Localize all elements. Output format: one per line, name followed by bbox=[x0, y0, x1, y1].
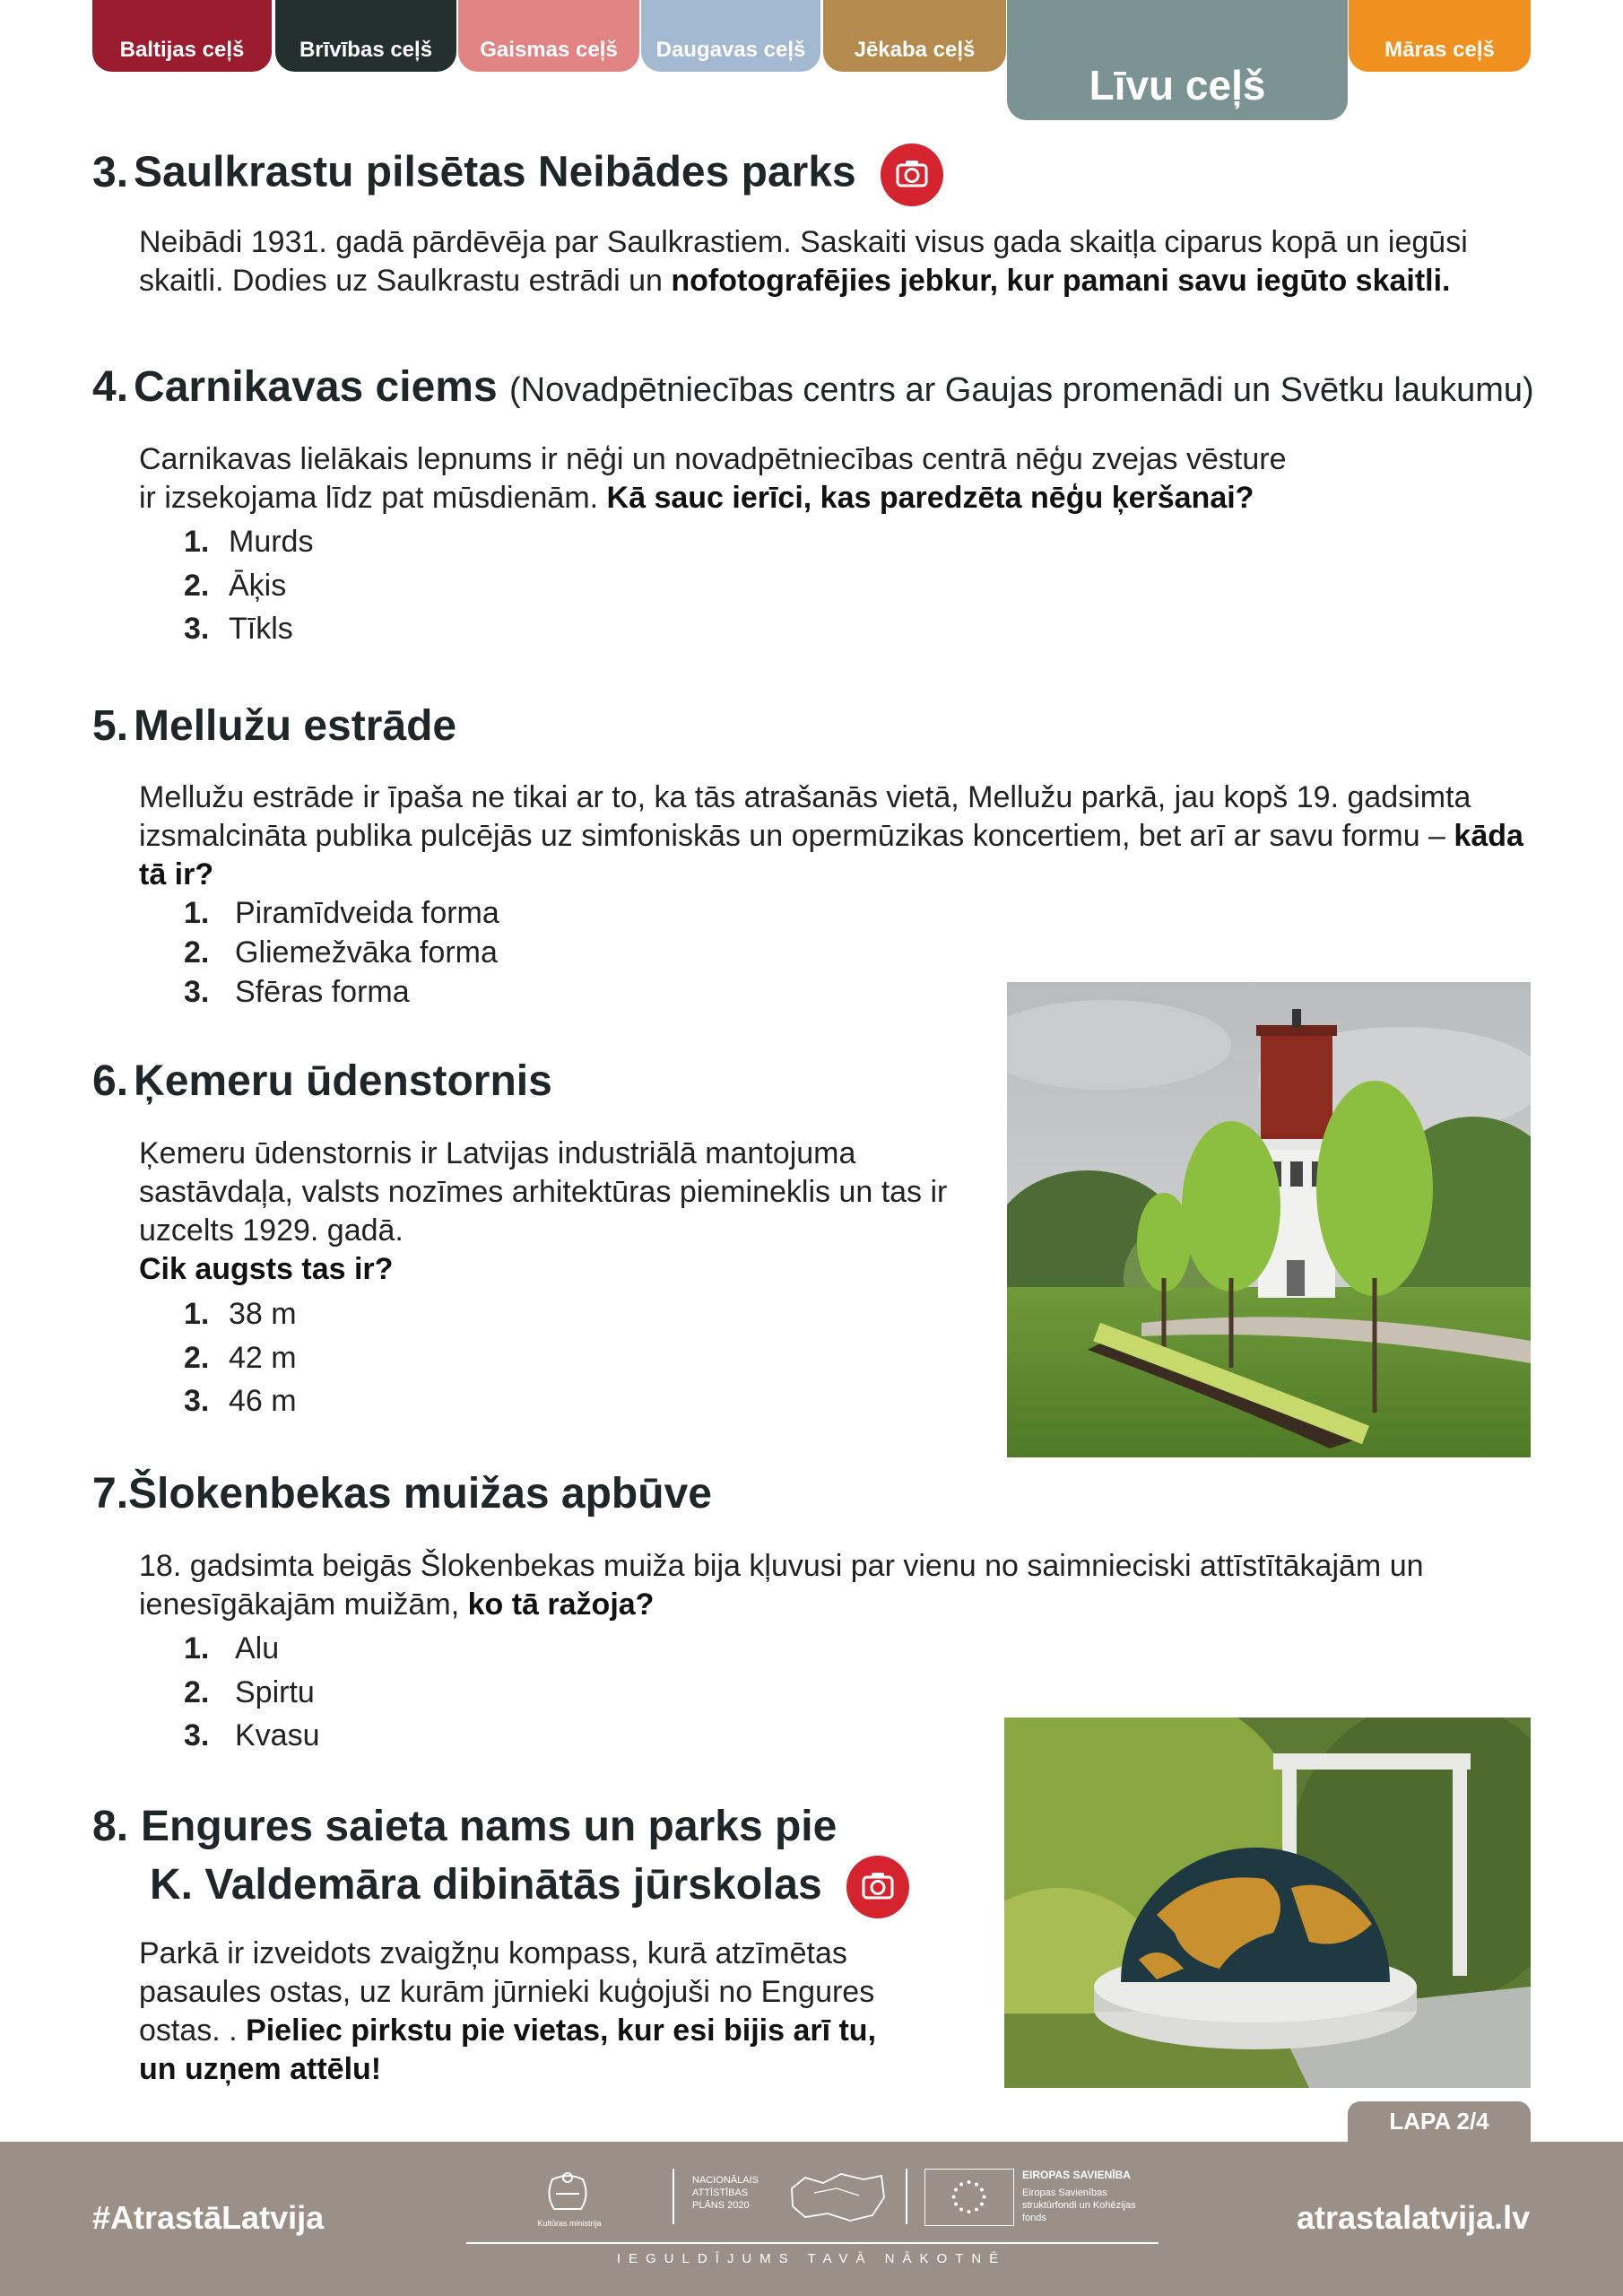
section-number: 7. bbox=[92, 1470, 129, 1518]
section-6-title bbox=[92, 1056, 552, 1108]
option-label: Alu bbox=[235, 1631, 280, 1665]
footer-slogan: IEGULDĪJUMS TAVĀ NĀKOTNĒ bbox=[616, 2251, 1007, 2266]
tab-jekaba-cels[interactable] bbox=[823, 0, 1006, 72]
tab-label: Līvu ceļš bbox=[1089, 62, 1266, 109]
option-number: 2. bbox=[184, 1340, 210, 1375]
option-label: Kvasu bbox=[235, 1718, 320, 1752]
option-item[interactable] bbox=[184, 1379, 297, 1423]
tab-gaismas-cels[interactable] bbox=[458, 0, 639, 72]
option-number: 1. bbox=[184, 1297, 210, 1331]
option-item[interactable] bbox=[184, 1292, 297, 1336]
section-title-text: Ķemeru ūdenstornis bbox=[134, 1057, 552, 1105]
footer-website-link[interactable]: atrastalatvija.lv bbox=[1297, 2199, 1531, 2236]
section-text-line2: ir izsekojama līdz pat mūsdienām. bbox=[139, 481, 607, 515]
option-item[interactable] bbox=[184, 607, 313, 651]
option-number: 3. bbox=[184, 612, 210, 646]
footer-hashtag[interactable]: #AtrastāLatvija bbox=[92, 2199, 325, 2236]
section-title-text: Saulkrastu pilsētas Neibādes parks bbox=[134, 148, 856, 196]
section-title-line2: K. Valdemāra dibinātās jūrskolas bbox=[150, 1860, 822, 1909]
option-label: 46 m bbox=[229, 1384, 297, 1418]
option-number: 2. bbox=[184, 568, 210, 603]
option-number: 3. bbox=[184, 1718, 210, 1752]
option-label: Spirtu bbox=[235, 1674, 315, 1709]
section-task: Pieliec pirkstu pie vietas, kur esi bijis arī tu, un uzņem attēlu! bbox=[139, 2013, 877, 2086]
tab-label: Baltijas ceļš bbox=[119, 38, 245, 62]
option-number: 1. bbox=[184, 1631, 210, 1665]
option-number: 1. bbox=[184, 896, 210, 930]
section-number: 5. bbox=[92, 702, 129, 750]
option-label: 38 m bbox=[229, 1297, 297, 1331]
footer-divider bbox=[906, 2169, 907, 2224]
section-5-title bbox=[92, 700, 456, 752]
option-label: 42 m bbox=[229, 1340, 297, 1375]
section-title-text: Šlokenbekas muižas apbūve bbox=[128, 1470, 712, 1518]
option-item[interactable] bbox=[184, 893, 499, 933]
section-8-text bbox=[139, 1935, 901, 2089]
section-text: Neibādi 1931. gadā pārdēvēja par Saulkrastiem. Saskaiti visus gada skaitļa ciparus kopā un iegūsi skaitli. Dodies uz Saulkrastu estrādi un bbox=[139, 225, 1468, 298]
eu-title: EIROPAS SAVIENĪBA bbox=[1022, 2169, 1131, 2181]
latvia-coat-of-arms-logo bbox=[536, 2169, 599, 2213]
option-item[interactable] bbox=[184, 972, 499, 1012]
section-subtitle: (Novadpētniecības centrs ar Gaujas promenādi un Svētku laukumu) bbox=[508, 371, 1534, 409]
option-number: 3. bbox=[184, 1384, 210, 1418]
section-4-options bbox=[184, 520, 313, 651]
footer-underline bbox=[466, 2242, 1159, 2244]
section-3-title bbox=[92, 144, 943, 206]
tab-label: Gaismas ceļš bbox=[480, 38, 618, 62]
option-item[interactable] bbox=[184, 1671, 320, 1715]
section-title-line1: Engures saieta nams un parks pie bbox=[141, 1803, 838, 1850]
option-number: 3. bbox=[184, 975, 210, 1009]
ministry-label: Kultūras ministrija bbox=[537, 2219, 602, 2228]
section-4-title bbox=[92, 361, 1534, 413]
section-5-options bbox=[184, 893, 499, 1012]
camera-icon bbox=[846, 1856, 909, 1918]
section-number: 4. bbox=[92, 363, 129, 411]
section-text-line1: Carnikavas lielākais lepnums ir nēģi un novadpētniecības centrā nēģu zvejas vēsture bbox=[139, 442, 1287, 476]
section-7-text bbox=[139, 1547, 1538, 1624]
option-item[interactable] bbox=[184, 1627, 320, 1671]
tab-label: Brīvības ceļš bbox=[299, 38, 433, 62]
section-text: Mellužu estrāde ir īpaša ne tikai ar to, ka tās atrašanās vietā, Mellužu parkā, jau kopš 19. gadsimta izsmalcināta publika pulcējās uz simfoniskās un opermūzikas koncertiem, bet arī ar savu formu – bbox=[139, 780, 1471, 853]
star-compass-photo bbox=[1004, 1718, 1531, 2088]
option-label: Murds bbox=[229, 525, 314, 559]
eu-flag-icon bbox=[924, 2169, 1014, 2226]
option-item[interactable] bbox=[184, 564, 313, 608]
tab-livu-cels[interactable] bbox=[1007, 0, 1348, 120]
water-tower-photo bbox=[1007, 982, 1531, 1457]
page-number-label: LAPA 2/4 bbox=[1389, 2108, 1489, 2135]
section-question: Cik augsts tas ir? bbox=[139, 1252, 394, 1286]
page-number-badge bbox=[1348, 2101, 1531, 2142]
section-title-text: Carnikavas ciems bbox=[134, 363, 498, 411]
camera-icon bbox=[881, 144, 943, 206]
option-label: Piramīdveida forma bbox=[235, 896, 499, 930]
section-text: 18. gadsimta beigās Šlokenbekas muiža bija kļuvusi par vienu no saimnieciski attīstītākajām un ienesīgākajām muižām, bbox=[139, 1549, 1424, 1622]
eu-funds-text: Eiropas Savienības struktūrfondi un Kohēzijas fonds bbox=[1022, 2187, 1136, 2223]
footer-divider bbox=[673, 2169, 674, 2224]
section-8-title bbox=[92, 1798, 909, 1918]
section-6-text bbox=[139, 1135, 991, 1289]
section-4-text bbox=[139, 440, 1574, 517]
option-number: 1. bbox=[184, 525, 210, 559]
latvia-map-icon bbox=[787, 2170, 888, 2226]
section-5-text bbox=[139, 778, 1538, 894]
section-question: Kā sauc ierīci, kas paredzēta nēģu ķeršanai? bbox=[606, 481, 1254, 515]
section-number: 8. bbox=[92, 1803, 129, 1850]
section-number: 6. bbox=[92, 1057, 129, 1105]
option-label: Gliemežvāka forma bbox=[235, 935, 498, 970]
section-3-text bbox=[139, 223, 1538, 300]
option-number: 2. bbox=[184, 935, 210, 970]
option-number: 2. bbox=[184, 1674, 210, 1709]
nap-2020-label: NACIONĀLAIS ATTĪSTĪBAS PLĀNS 2020 bbox=[692, 2175, 759, 2211]
option-label: Sfēras forma bbox=[235, 975, 410, 1009]
tab-label: Māras ceļš bbox=[1384, 38, 1495, 62]
option-item[interactable] bbox=[184, 933, 499, 972]
section-question: ko tā ražoja? bbox=[467, 1587, 655, 1622]
option-label: Tīkls bbox=[229, 612, 293, 646]
option-item[interactable] bbox=[184, 520, 313, 564]
option-label: Āķis bbox=[229, 568, 287, 603]
section-7-options bbox=[184, 1627, 320, 1758]
section-text: Ķemeru ūdenstornis ir Latvijas industriālā mantojuma sastāvdaļa, valsts nozīmes arhitektūras piemineklis un tas ir uzcelts 1929. gadā. bbox=[139, 1136, 948, 1248]
section-title-text: Mellužu estrāde bbox=[134, 702, 457, 750]
tab-label: Daugavas ceļš bbox=[655, 38, 806, 62]
tab-baltijas-cels[interactable] bbox=[92, 0, 272, 72]
tab-brivibas-cels[interactable] bbox=[275, 0, 456, 72]
section-number: 3. bbox=[92, 148, 129, 196]
option-item[interactable] bbox=[184, 1336, 297, 1380]
section-text: Parkā ir izveidots zvaigžņu kompass, kurā atzīmētas pasaules ostas, uz kurām jūrnieki kuģojuši no Engures ostas. . bbox=[139, 1936, 875, 2048]
option-item[interactable] bbox=[184, 1714, 320, 1758]
section-6-options bbox=[184, 1292, 297, 1423]
tab-daugavas-cels[interactable] bbox=[641, 0, 820, 72]
tab-maras-cels[interactable] bbox=[1349, 0, 1531, 72]
section-7-title bbox=[92, 1468, 712, 1520]
section-task: nofotografējies jebkur, kur pamani savu iegūto skaitli. bbox=[671, 264, 1451, 298]
section-question: kāda tā ir? bbox=[139, 819, 1523, 891]
route-tabs bbox=[0, 0, 1623, 126]
tab-label: Jēkaba ceļš bbox=[854, 38, 976, 62]
